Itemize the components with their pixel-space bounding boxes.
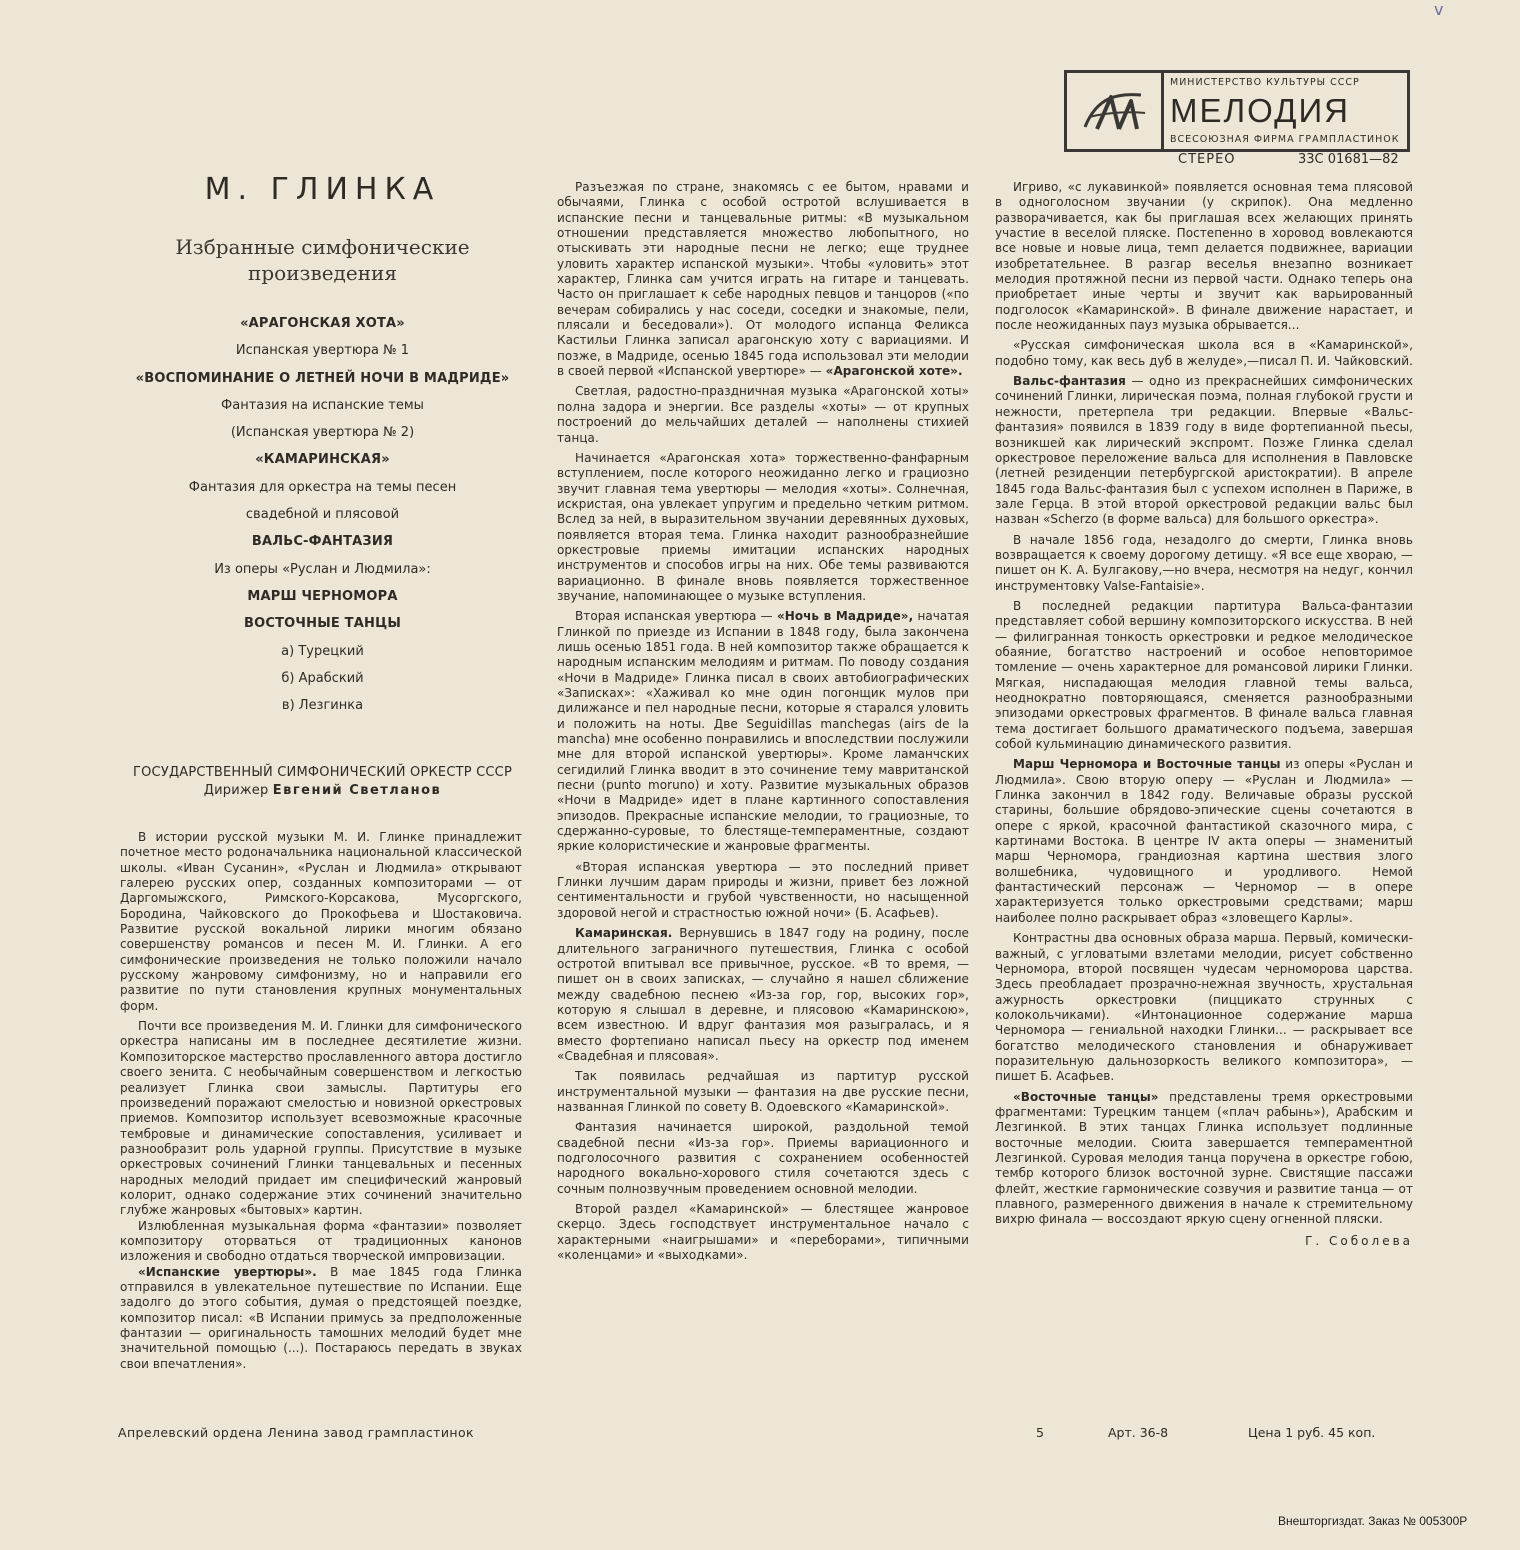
work-item: Фантазия для оркестра на темы песен [188,479,457,495]
notes-paragraph [557,180,969,379]
performers [120,764,525,800]
logo-ministry: МИНИСТЕРСТВО КУЛЬТУРЫ СССР [1170,77,1360,88]
notes-paragraph [995,374,1413,527]
paragraph-lead: Марш Черномора и Восточные танцы [1013,757,1281,772]
print-order: Внешторгиздат. Заказ № 005300Р [1278,1514,1468,1528]
paragraph-lead: Вальс-фантазия [1013,374,1126,389]
subtitle-line: произведения [248,261,397,285]
page-number: 5 [1036,1425,1044,1440]
work-item: «КАМАРИНСКАЯ» [255,452,390,468]
paragraph-text: Игриво, «с лукавинкой» появляется основная тема плясовой в одноголосном звучании (у скрипок). Она медленно разворачивается, как бы приглашая всех желающих принять участие в веселой пляске. Постепенно в хоровод вовлекаются все новые и новые лица, темп делается подвижнее, вариации изобретательнее. В разгар веселья внезапно возникает мелодия протяжной песни из первой части. Однако теперь она приобретает иные черты и звучит как варьированный подголосок «Камаринской». В финале движение нарастает, и после неожиданных пауз музыка обрывается... [995,180,1413,333]
price: Цена 1 руб. 45 коп. [1248,1425,1376,1440]
orchestra-name: ГОСУДАРСТВЕННЫЙ СИМФОНИЧЕСКИЙ ОРКЕСТР СССР [132,765,512,780]
paragraph-text: из оперы «Руслан и Людмила». Свою вторую оперу — «Руслан и Людмила» — Глинка закончил в 1842 году. Величавые образы русской старины, большие обрядово-эпические сцены сочетаются в опере с яркой, красочной фантастикой сказочного мира, с картинами Востока. В центре IV акта оперы — знаменитый марш Черномора, грандиозная картина шествия злого волшебника, чудовищного и уродливого. Немой фантастический персонаж — Черномор — в опере характеризуется только оркестровыми средствами; марш наиболее полно раскрывает образ «зловещего Карлы». [995,757,1414,925]
notes-paragraph [120,830,522,1014]
logo-firm: ВСЕСОЮЗНАЯ ФИРМА ГРАМПЛАСТИНОК [1170,134,1400,145]
logo-text-block [1164,73,1407,149]
paragraph-text: Светлая, радостно-праздничная музыка «Арагонской хоты» полна задора и энергии. Все разделы «хоты» — от крупных построений до мельчайших деталей — наполнены стихией танца. [557,384,969,445]
work-item: в) Лезгинка [281,698,364,714]
notes-paragraph [995,180,1413,333]
paragraph-lead: Камаринская. [575,926,673,941]
notes-paragraph [557,1069,969,1115]
works-list [120,310,525,719]
paragraph-emphasis: «Ночь в Мадриде», [776,609,914,624]
notes-paragraph [120,1019,522,1218]
paragraph-text: В мае 1845 года Глинка отправился в увлекательное путешествие по Испании. Еще задолго до этого события, думая о предстоящей поездке, композитор писал: «В Испании примусь за предположенные фантазии — оригинальность тамошних мелодий будет мне значительной помощью (...). Постараюсь передать в звуках свои впечатления». [120,1264,522,1371]
conductor-line [120,782,525,800]
paragraph-text: Излюбленная музыкальная форма «фантазии» позволяет композитору оторваться от традиционных канонов изложения и свободно отдаться творческой импровизации. [120,1218,522,1264]
paragraph-text: Разъезжая по стране, знакомясь с ее бытом, нравами и обычаями, Глинка с особой остротой вслушивается в испанские песни и танцевальные ритмы: «В музыкальном отношении представляется множество любопытного, но отыскивать эти народные песни не легко; еще труднее уловить характер испанской музыки». Чтобы «уловить» этот характер, Глинка сам учится играть на гитаре и танцевать. Часто он приглашает к себе народных певцов и танцоров («по вечерам собирались у нас соседи, соседки и знакомые, пели, плясали и беседовали»). От молодого испанца Феликса Кастильи Глинка записал арагонскую хоту с вариациями. И позже, в Мадриде, осенью 1845 года использовал эти мелодии в своей первой «Испанской увертюре» — [557,180,969,379]
paragraph-text: Контрастны два основных образа марша. Первый, комически-важный, с угловатыми взлетами мелодии, рисует собственно Черномора, второй посвящен чудесам черноморова царства. Здесь преобладает прозрачно-нежная звучность, хрустальная ажурность оркестровки (пиццикато струнных с колокольчиками). «Интонационное содержание марша Черномора — гениальной находки Глинки... — раскрывает все богатство мелодического становления и обнаруживает поразительную дальнозоркость великого композитора», — пишет Б. Асафьев. [995,931,1413,1084]
work-item: Из оперы «Руслан и Людмила»: [214,561,431,577]
notes-paragraph [557,1120,969,1197]
corner-mark: v [1434,0,1444,19]
subtitle-line: Избранные симфонические [175,235,470,259]
paragraph-text: Почти все произведения М. И. Глинки для симфонического оркестра написаны им в последнее десятилетие жизни. Композиторское мастерство прославленного автора достигло своего зенита. С необычайным совершенством и легкостью реализует Глинка свои замыслы. Партитуры его произведений поражают смелостью и новизной оркестровых приемов. Композитор использует всевозможные красочные тембровые и динамические сопоставления, усиливает и разнообразит роль ударной группы. Присутствие в музыке оркестровых сочинений Глинки танцевальных и песенных народных мелодий придает им специфический жанровый колорит, однако содержание этих сочинений значительно глубже жанровых «бытовых» картин. [120,1019,522,1218]
paragraph-text: Вернувшись в 1847 году на родину, после длительного заграничного путешествия, Глинка с особой остротой впитывал все привычное, русское. «В то время, — пишет он в своих записках, — случайно я нашел сближение между свадебною песнею «Из-за гор, гор, высоких гор», которую я слышал в деревне, и плясовою «Камаринскою», всем известною. И вдруг фантазия моя разыгралась, и я вместо фортепиано написал пьесу на оркестр под именем «Свадебная и плясовая». [557,926,969,1063]
paragraph-lead: «Испанские увертюры». [138,1264,317,1279]
notes-paragraph [995,533,1413,594]
paragraph-text: начатая Глинкой по приезде из Испании в 1848 году, была закончена лишь осенью 1851 года. В ней композитор также обращается к народным испанским мелодиям и ритмам. По поводу создания «Ночи в Мадриде» Глинка писал в своих автобиографических «Записках»: «Хаживал ко мне один погонщик мулов при дилижансе и пел народные песни, которые я старался уловить и положить на ноты. Две Seguidillas manchegas (airs de la mancha) мне особенно понравились и впоследствии послужили мне для второй испанской увертюры». Кроме ламанчских сегидилий Глинка вводит в это сочинение тему мавританской песни (punto moruno) и хоту. Развитие музыкальных образов «Ночи в Мадриде» идет в плане картинного сопоставления эпизодов. Прекрасные испанские мелодии, то грациозные, то сдержанно-суровые, то блестяще-темпераментные, создают яркие колористические и жанровые фрагменты. [557,609,969,854]
paragraph-text: «Русская симфоническая школа вся в «Камаринской», подобно тому, как весь дуб в желуде»,—писал П. И. Чайковский. [995,338,1413,368]
paragraph-text: Второй раздел «Камаринской» — блестящее жанровое скерцо. Здесь господствует инструментальное начало с характерными «наигрышами» и «переборами», типичными «коленцами» и «выходками». [557,1202,969,1263]
notes-paragraph [557,609,969,855]
work-item: «АРАГОНСКАЯ ХОТА» [240,316,405,331]
notes-column-3 [995,180,1413,1249]
work-item: «ВОСПОМИНАНИЕ О ЛЕТНЕЙ НОЧИ В МАДРИДЕ» [135,370,510,386]
notes-column-2 [557,180,969,1263]
work-item: б) Арабский [281,670,364,686]
paragraph-text: Фантазия начинается широкой, раздольной темой свадебной песни «Из-за гор». Приемы вариационного и подголосочного развития с сохранением особенностей народного вокально-хорового стиля сочетаются здесь с сочным полнозвучным проведением основной мелодии. [557,1120,969,1196]
melodiya-emblem-icon [1067,73,1164,149]
paragraph-text: В последней редакции партитура Вальса-фантазии представляет собой вершину композиторского искусства. В ней — филигранная тонкость оркестровки и редкое мелодическое обаяние, богатство настроений и особое неповторимое томление — очень характерное для романсовой лирики Глинки. Мягкая, ниспадающая мелодия главной темы вальса, неоднократно повторяющаяся, сменяется разнообразными эпизодами оркестровых фрагментов. В финале вальса главная тема достигает большого драматического подъема, завершая собой кульминацию динамического развития. [995,598,1413,752]
paragraph-emphasis: «Арагонской хоте». [825,364,963,379]
notes-paragraph [995,599,1413,752]
work-item: ВАЛЬС-ФАНТАЗИЯ [251,534,394,550]
notes-paragraph [120,1265,522,1372]
notes-paragraph [557,451,969,604]
stereo-label: СТЕРЕО [1178,152,1236,167]
conductor-name: Евгений Светланов [272,783,442,798]
paragraph-text: представлены тремя оркестровыми фрагментами: Турецким танцем («плач рабынь»), Арабским и Лезгинкой. В этих танцах Глинка использует подлинные восточные мелодии. Сюита завершается темпераментной Лезгинкой. Суровая мелодия танца поручена в оркестре гобою, тембр которого близок восточной зурне. Свистящие пассажи флейт, жесткие гармонические созвучия и развитие танца — от плавного, размеренного движения в начале к стремительному вихрю финала — воссоздают яркую сцену огненной пляски. [995,1089,1413,1227]
paragraph-text: Так появилась редчайшая из партитур русской инструментальной музыки — фантазия на две русские песни, названная Глинкой по совету В. Одоевского «Камаринской». [557,1069,969,1114]
melodiya-logo [1064,70,1410,152]
work-item: ВОСТОЧНЫЕ ТАНЦЫ [243,616,402,632]
catalog-number: 33С 01681—82 [1298,152,1399,167]
work-item: Испанская увертюра № 1 [235,343,410,359]
paragraph-text: Начинается «Арагонская хота» торжественно-фанфарным вступлением, после которого неожиданно легко и грациозно звучит главная тема увертюры — мелодия «хоты». Солнечная, искристая, она увлекает упругим и предельно четким ритмом. Вслед за ней, в выразительном звучании деревянных духовых, появляется вторая тема. Глинка находит разнообразнейшие оркестровые приемы имитации испанских народных инструментов и способов игры на них. Обе темы развиваются вариационно. В финале вновь появляется торжественное звучание, напоминающее о музыке вступления. [557,450,969,603]
paragraph-text: — одно из прекраснейших симфонических сочинений Глинки, лирическая поэма, полная глубокой грусти и нежности, претерпела три редакции. Впервые «Вальс-фантазия» появился в 1839 году в виде фортепианной пьесы, возникшей как лирический экспромт. Позже Глинка сделал оркестровое переложение вальса для исполнения в Павловске (летней резиденции петербургской аристократии). В апреле 1845 года Вальс-фантазия был с успехом исполнен в Париже, в зале Герца. В этой второй оркестровой редакции вальс был назван «Scherzo (в форме вальса) для большого оркестра». [995,374,1413,527]
paragraph-text: В истории русской музыки М. И. Глинке принадлежит почетное место родоначальника национальной классической школы. «Иван Сусанин», «Руслан и Людмила» открывают галерею русских опер, созданных композиторами — от Даргомыжского, Римского-Корсакова, Мусоргского, Бородина, Чайковского до Прокофьева и Шостаковича. Развитие русской вокальной лирики многим обязано совершенству романсов и песен М. И. Глинки. А его симфонические произведения не только положили начало русскому жанровому симфонизму, но и направили его развитие по пути становления крупных монументальных форм. [120,830,522,1013]
conductor-label: Дирижер [203,783,269,798]
notes-paragraph [557,1202,969,1263]
notes-paragraph [995,1090,1413,1228]
work-item: (Испанская увертюра № 2) [230,425,415,441]
logo-name: МЕЛОДИЯ [1170,92,1350,129]
composer-title: М. ГЛИНКА [204,172,441,207]
work-item: Фантазия на испанские темы [221,397,424,413]
paragraph-text: «Вторая испанская увертюра — это последний привет Глинки лучшим дарам природы и жизни, привет без ложной сентиментальности и грубой чувственности, но насыщенной здоровой негой и страстностью южной ночи» (Б. Асафьев). [557,859,969,920]
paragraph-text: Вторая испанская увертюра — [575,609,777,624]
paragraph-text: В начале 1856 года, незадолго до смерти, Глинка вновь возвращается к своему дорогому детищу. «Я все еще хвораю, — пишет он К. А. Булгакову,—но вчера, несмотря на недуг, кончил инструментовку Valse-Fantaisie». [995,532,1413,593]
paragraph-lead: «Восточные танцы» [1013,1089,1159,1104]
album-subtitle [120,234,525,286]
work-item: а) Турецкий [281,643,364,659]
work-item: МАРШ ЧЕРНОМОРА [247,588,398,604]
notes-paragraph [557,860,969,921]
notes-paragraph [995,338,1413,369]
article-number: Арт. 36-8 [1108,1425,1169,1440]
notes-paragraph [557,384,969,445]
work-item: свадебной и плясовой [245,507,400,523]
notes-paragraph [557,926,969,1064]
notes-paragraph [120,1219,522,1265]
author-signature: Г. Соболева [1305,1233,1413,1248]
plant-credit: Апрелевский ордена Ленина завод грампластинок [118,1425,474,1440]
notes-paragraph [995,757,1413,926]
notes-paragraph [995,931,1413,1084]
notes-column-1 [120,830,522,1372]
